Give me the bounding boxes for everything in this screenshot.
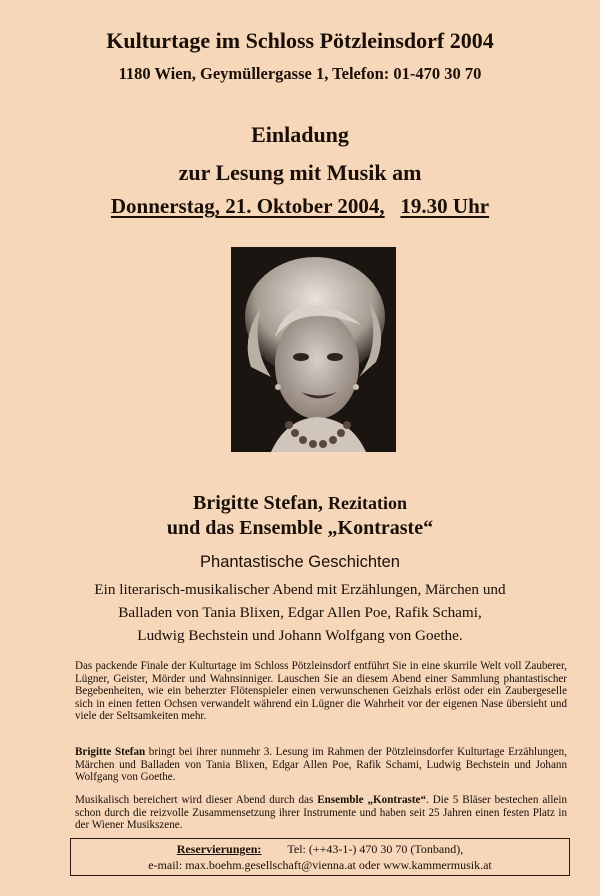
program-description-line: Balladen von Tania Blixen, Edgar Allen Poe, Rafik Schami,: [118, 604, 482, 621]
reservation-email-link[interactable]: max.boehm.gesellschaft@vienna.at: [185, 858, 356, 872]
portrait-icon: [231, 247, 396, 452]
reservation-phone: Tel: (++43-1-) 470 30 70 (Tonband),: [287, 842, 464, 856]
event-date-line: [0, 194, 600, 219]
reservation-contact-line: [71, 857, 569, 873]
performer-role: Rezitation: [328, 493, 407, 513]
performer-paragraph: [75, 746, 567, 784]
reservation-box: [70, 838, 570, 876]
or-separator: oder: [355, 858, 384, 872]
ensemble-line: und das Ensemble „Kontraste“: [166, 517, 434, 539]
performer-line: [0, 492, 600, 515]
intro-paragraph: Das packende Finale der Kulturtage im Schloss Pötzleinsdorf entführt Sie in eine skurrile Welt voll Zauberer, Lügner, Geister, Mörder und Wahnsinniger. Lauschen Sie an diesem Abend einer Sammlung phantastischer Begebenheiten, wie ein beherzter Flötenspieler einen verwunschenen Geizhals erlöst oder ein Zaubergeselle sich in einen fetten Ochsen verwandelt während ein Lügner die Wahrheit vor der eigenen Nase übersieht und viele der Seltsamkeiten mehr.: [75, 660, 567, 722]
reservation-web-link[interactable]: www.kammermusik.at: [383, 858, 492, 872]
ensemble-paragraph-start: Musikalisch bereichert wird dieser Abend durch das: [75, 794, 318, 806]
ensemble-name-bold: Ensemble „Kontraste“: [317, 794, 427, 806]
event-title: Kulturtage im Schloss Pötzleinsdorf 2004: [106, 28, 494, 53]
venue-address: 1180 Wien, Geymüllergasse 1, Telefon: 01-470 30 70: [118, 64, 482, 83]
event-time: 19.30 Uhr: [400, 194, 490, 218]
performer-name-bold: Brigitte Stefan: [75, 746, 146, 758]
program-description-line: Ludwig Bechstein und Johann Wolfgang von Goethe.: [137, 627, 463, 644]
ensemble-paragraph-text: . Die 5 Bläser bestechen allein schon durch die reizvolle Zusammensetzung ihrer Instrumente und haben seit 25 Jahren einen festen Platz in der Wiener Musikszene.: [75, 794, 567, 831]
performer-paragraph-text: bringt bei ihrer nunmehr 3. Lesung im Rahmen der Pötzleinsdorfer Kulturtage Erzählungen, Märchen und Balladen von Tania Blixen, Edgar Allen Poe, Rafik Schami, Ludwig Bechstein und Johann Wolfgang von Goethe.: [75, 746, 567, 783]
reservation-phone-line: [71, 841, 569, 857]
invitation-subtitle: zur Lesung mit Musik am: [178, 160, 422, 185]
event-date: Donnerstag, 21. Oktober 2004,: [110, 194, 385, 218]
reservation-label: Reservierungen:: [176, 842, 262, 856]
invitation-title: Einladung: [251, 122, 349, 147]
program-subtitle: Phantastische Geschichten: [200, 553, 400, 571]
portrait-photo: [231, 247, 396, 452]
performer-name: Brigitte Stefan,: [193, 492, 323, 514]
email-prefix: e-mail:: [148, 858, 186, 872]
program-description-line: Ein literarisch-musikalischer Abend mit Erzählungen, Märchen und: [94, 581, 506, 598]
ensemble-paragraph: [75, 794, 567, 832]
